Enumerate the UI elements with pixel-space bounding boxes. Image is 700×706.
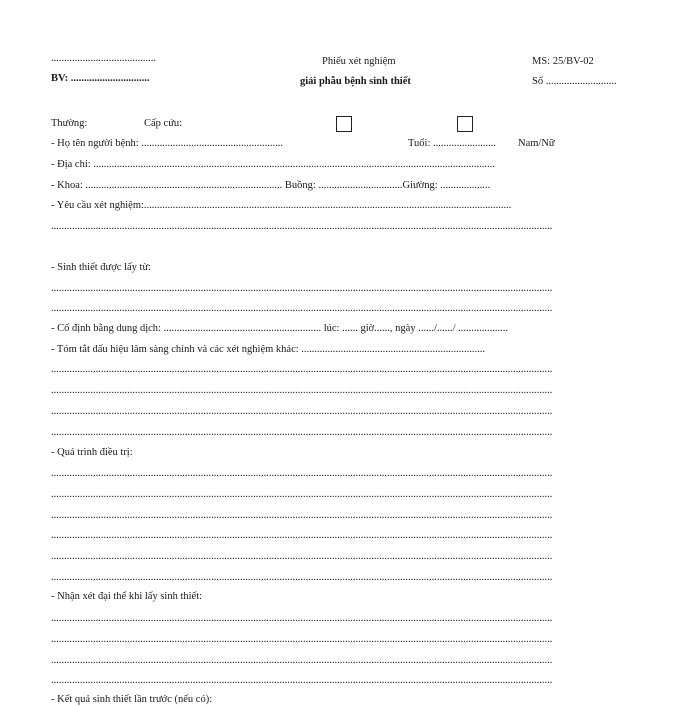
emergency-priority-checkbox[interactable] <box>457 116 473 132</box>
dotted-line: ............................................................................................................................................................................................... <box>51 364 553 375</box>
gross-findings-label: - Nhận xét đại thể khi lấy sinh thiết: <box>51 591 203 602</box>
biopsy-source-label: - Sinh thiết được lấy từ: <box>51 262 152 273</box>
form-title-line2: giải phẫu bệnh sinh thiết <box>300 76 411 87</box>
dotted-line: ............................................................................................................................................................................................... <box>51 613 553 624</box>
dotted-line: ............................................................................................................................................................................................... <box>51 675 553 686</box>
department-room-bed-field: - Khoa: ........................................................................... Buồng: ................................Giường: ................... <box>51 180 491 191</box>
form-code: MS: 25/BV-02 <box>532 56 594 67</box>
dotted-line: ............................................................................................................................................................................................... <box>51 221 553 232</box>
treatment-label: - Quá trình điều trị: <box>51 447 133 458</box>
dotted-line: ............................................................................................................................................................................................... <box>51 406 553 417</box>
patient-gender-field: Nam/Nữ <box>518 138 555 149</box>
dotted-line: ............................................................................................................................................................................................... <box>51 385 553 396</box>
patient-address-field: - Địa chỉ: ......................................................................................................................................................... <box>51 159 495 170</box>
dotted-line: ............................................................................................................................................................................................... <box>51 489 553 500</box>
dotted-line: ............................................................................................................................................................................................... <box>51 427 553 438</box>
dotted-line: ............................................................................................................................................................................................... <box>51 303 553 314</box>
dotted-line: ............................................................................................................................................................................................... <box>51 468 553 479</box>
previous-result-label: - Kết quả sinh thiết lần trước (nếu có): <box>51 694 213 705</box>
dotted-line: ............................................................................................................................................................................................... <box>51 530 553 541</box>
form-title-line1: Phiếu xét nghiệm <box>322 56 396 67</box>
dotted-line: ............................................................................................................................................................................................... <box>51 655 553 666</box>
organization-line: ........................................ <box>51 53 156 64</box>
normal-priority-checkbox[interactable] <box>336 116 352 132</box>
fixation-field: - Cố định bằng dung dịch: ............................................................ lúc: ...... giờ......, ngày ....../....../ ................... <box>51 323 509 334</box>
form-number-field: Số ........................... <box>532 76 617 87</box>
hospital-field: BV: .............................. <box>51 73 150 84</box>
dotted-line: ............................................................................................................................................................................................... <box>51 572 553 583</box>
emergency-priority-label: Cấp cứu: <box>144 118 183 129</box>
dotted-line: ............................................................................................................................................................................................... <box>51 510 553 521</box>
dotted-line: ............................................................................................................................................................................................... <box>51 551 553 562</box>
normal-priority-label: Thường: <box>51 118 88 129</box>
patient-age-field: Tuổi: ........................ <box>408 138 497 149</box>
test-request-field: - Yêu cầu xét nghiệm:............................................................................................................................................ <box>51 200 512 211</box>
dotted-line: ............................................................................................................................................................................................... <box>51 283 553 294</box>
dotted-line: ............................................................................................................................................................................................... <box>51 634 553 645</box>
clinical-summary-label: - Tóm tắt dấu hiệu lâm sàng chính và các xét nghiệm khác: ...................................................................... <box>51 344 486 355</box>
patient-name-field: - Họ tên người bệnh: ...................................................... <box>51 138 284 149</box>
